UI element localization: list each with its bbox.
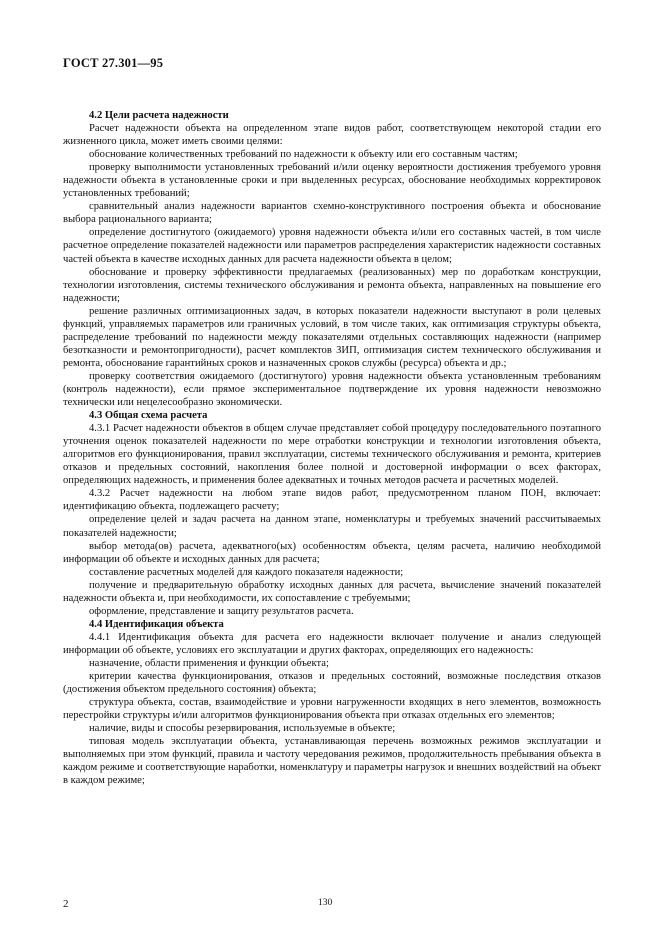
- paragraph: 4.4.1 Идентификация объекта для расчета его надежности включает получение и анализ следующей информации об объекте, условиях его эксплуатации и других факторах, определяющих его надежность:: [63, 631, 601, 656]
- section-heading: 4.4 Идентификация объекта: [89, 618, 224, 630]
- section-4-3: [63, 409, 601, 618]
- paragraph: 4.3.2 Расчет надежности на любом этапе видов работ, предусмотренном планом ПОН, включает: идентификацию объекта, подлежащего расчету;: [63, 488, 601, 513]
- section-4-2: [63, 109, 601, 409]
- paragraph: обоснование и проверку эффективности предлагаемых (реализованных) мер по доработкам конструкции, технологии изготовления, системы технического обслуживания и ремонта объекта, направленных на повышение его надежности;: [63, 266, 601, 304]
- paragraph: назначение, области применения и функции объекта;: [89, 657, 329, 669]
- paragraph: обоснование количественных требований по надежности к объекту или его составным частям;: [89, 149, 518, 161]
- paragraph: проверку выполнимости установленных требований и/или оценку вероятности достижения требуемого уровня надежности объекта в установленные сроки и при выделенных ресурсах, обоснование необходимых корректировок установленных требований;: [63, 162, 601, 200]
- section-heading: 4.3 Общая схема расчета: [89, 410, 208, 422]
- paragraph: критерии качества функционирования, отказов и предельных состояний, возможные последствия отказов (достижения объектом предельного состояния) объекта;: [63, 671, 601, 696]
- paragraph: решение различных оптимизационных задач, в которых показатели надежности выступают в роли целевых функций, управляемых параметров или граничных условий, в том числе таких, как оптимизация структуры объекта, распределение требований по надежности между показателями отдельных составляющих надежности (например безотказности и ремонтопригодности), расчет комплектов ЗИП, оптимизация систем технического обслуживания и ремонта, обоснование гарантийных сроков и назначенных сроков службы (ресурса) объекта и др.;: [63, 305, 601, 369]
- paragraph: структура объекта, состав, взаимодействие и уровни нагруженности входящих в него элементов, возможность перестройки структуры и/или алгоритмов функционирования объекта при отказах отдельных его элементов;: [63, 697, 601, 722]
- paragraph: выбор метода(ов) расчета, адекватного(ых) особенностям объекта, целям расчета, наличию необходимой информации об объекте и исходных данных для расчета;: [63, 540, 601, 565]
- paragraph: Расчет надежности объекта на определенном этапе видов работ, соответствующем некоторой стадии его жизненного цикла, может иметь своими целями:: [63, 123, 601, 148]
- paragraph: наличие, виды и способы резервирования, используемые в объекте;: [89, 723, 396, 735]
- paragraph: составление расчетных моделей для каждого показателя надежности;: [89, 566, 404, 578]
- gost-header: ГОСТ 27.301—95: [63, 56, 164, 70]
- paragraph: получение и предварительную обработку исходных данных для расчета, вычисление значений показателей надежности объекта и, при необходимости, их сопоставление с требуемыми;: [63, 579, 601, 604]
- paragraph: определение целей и задач расчета на данном этапе, номенклатуры и требуемых значений рассчитываемых показателей надежности;: [63, 514, 601, 539]
- paragraph: типовая модель эксплуатации объекта, устанавливающая перечень возможных режимов эксплуатации и выполняемых при этом функций, правила и частоту чередования режимов, продолжительность пребывания объекта в каждом режиме и соответствующие наработки, номенклатуру и параметры нагрузок и внешних воздействий на объект в каждом режиме;: [63, 736, 601, 787]
- text-block: [63, 109, 601, 787]
- paragraph: определение достигнутого (ожидаемого) уровня надежности объекта и/или его составных частей, в том числе расчетное определение показателей надежности или параметров распределения характеристик надежности составных частей объекта в качестве исходных данных для расчета надежности объекта в целом;: [63, 227, 601, 265]
- paragraph: сравнительный анализ надежности вариантов схемно-конструктивного построения объекта и обоснование выбора рационального варианта;: [63, 201, 601, 226]
- section-4-4: [63, 618, 601, 788]
- page-number: 2: [63, 898, 69, 910]
- section-heading: 4.2 Цели расчета надежности: [89, 110, 229, 121]
- sheet-number: 130: [318, 898, 333, 908]
- paragraph: проверку соответствия ожидаемого (достигнутого) уровня надежности объекта установленным требованиям (контроль надежности), если прямое экспериментальное подтверждение их уровня надежности невозможно технически или нецелесообразно экономически.: [63, 370, 601, 409]
- paragraph: 4.3.1 Расчет надежности объектов в общем случае представляет собой процедуру последовательного поэтапного уточнения оценок показателей надежности по мере отработки конструкции и технологии изготовления объекта, алгоритмов его функционирования, правил эксплуатации, системы технического обслуживания и ремонта, критериев отказов и предельных состояний, накопления более полной и достоверной информации о всех факторах, определяющих надежность, и применения более адекватных и точных методов расчета и расчетных моделей.: [63, 423, 601, 487]
- paragraph: оформление, представление и защиту результатов расчета.: [89, 605, 354, 617]
